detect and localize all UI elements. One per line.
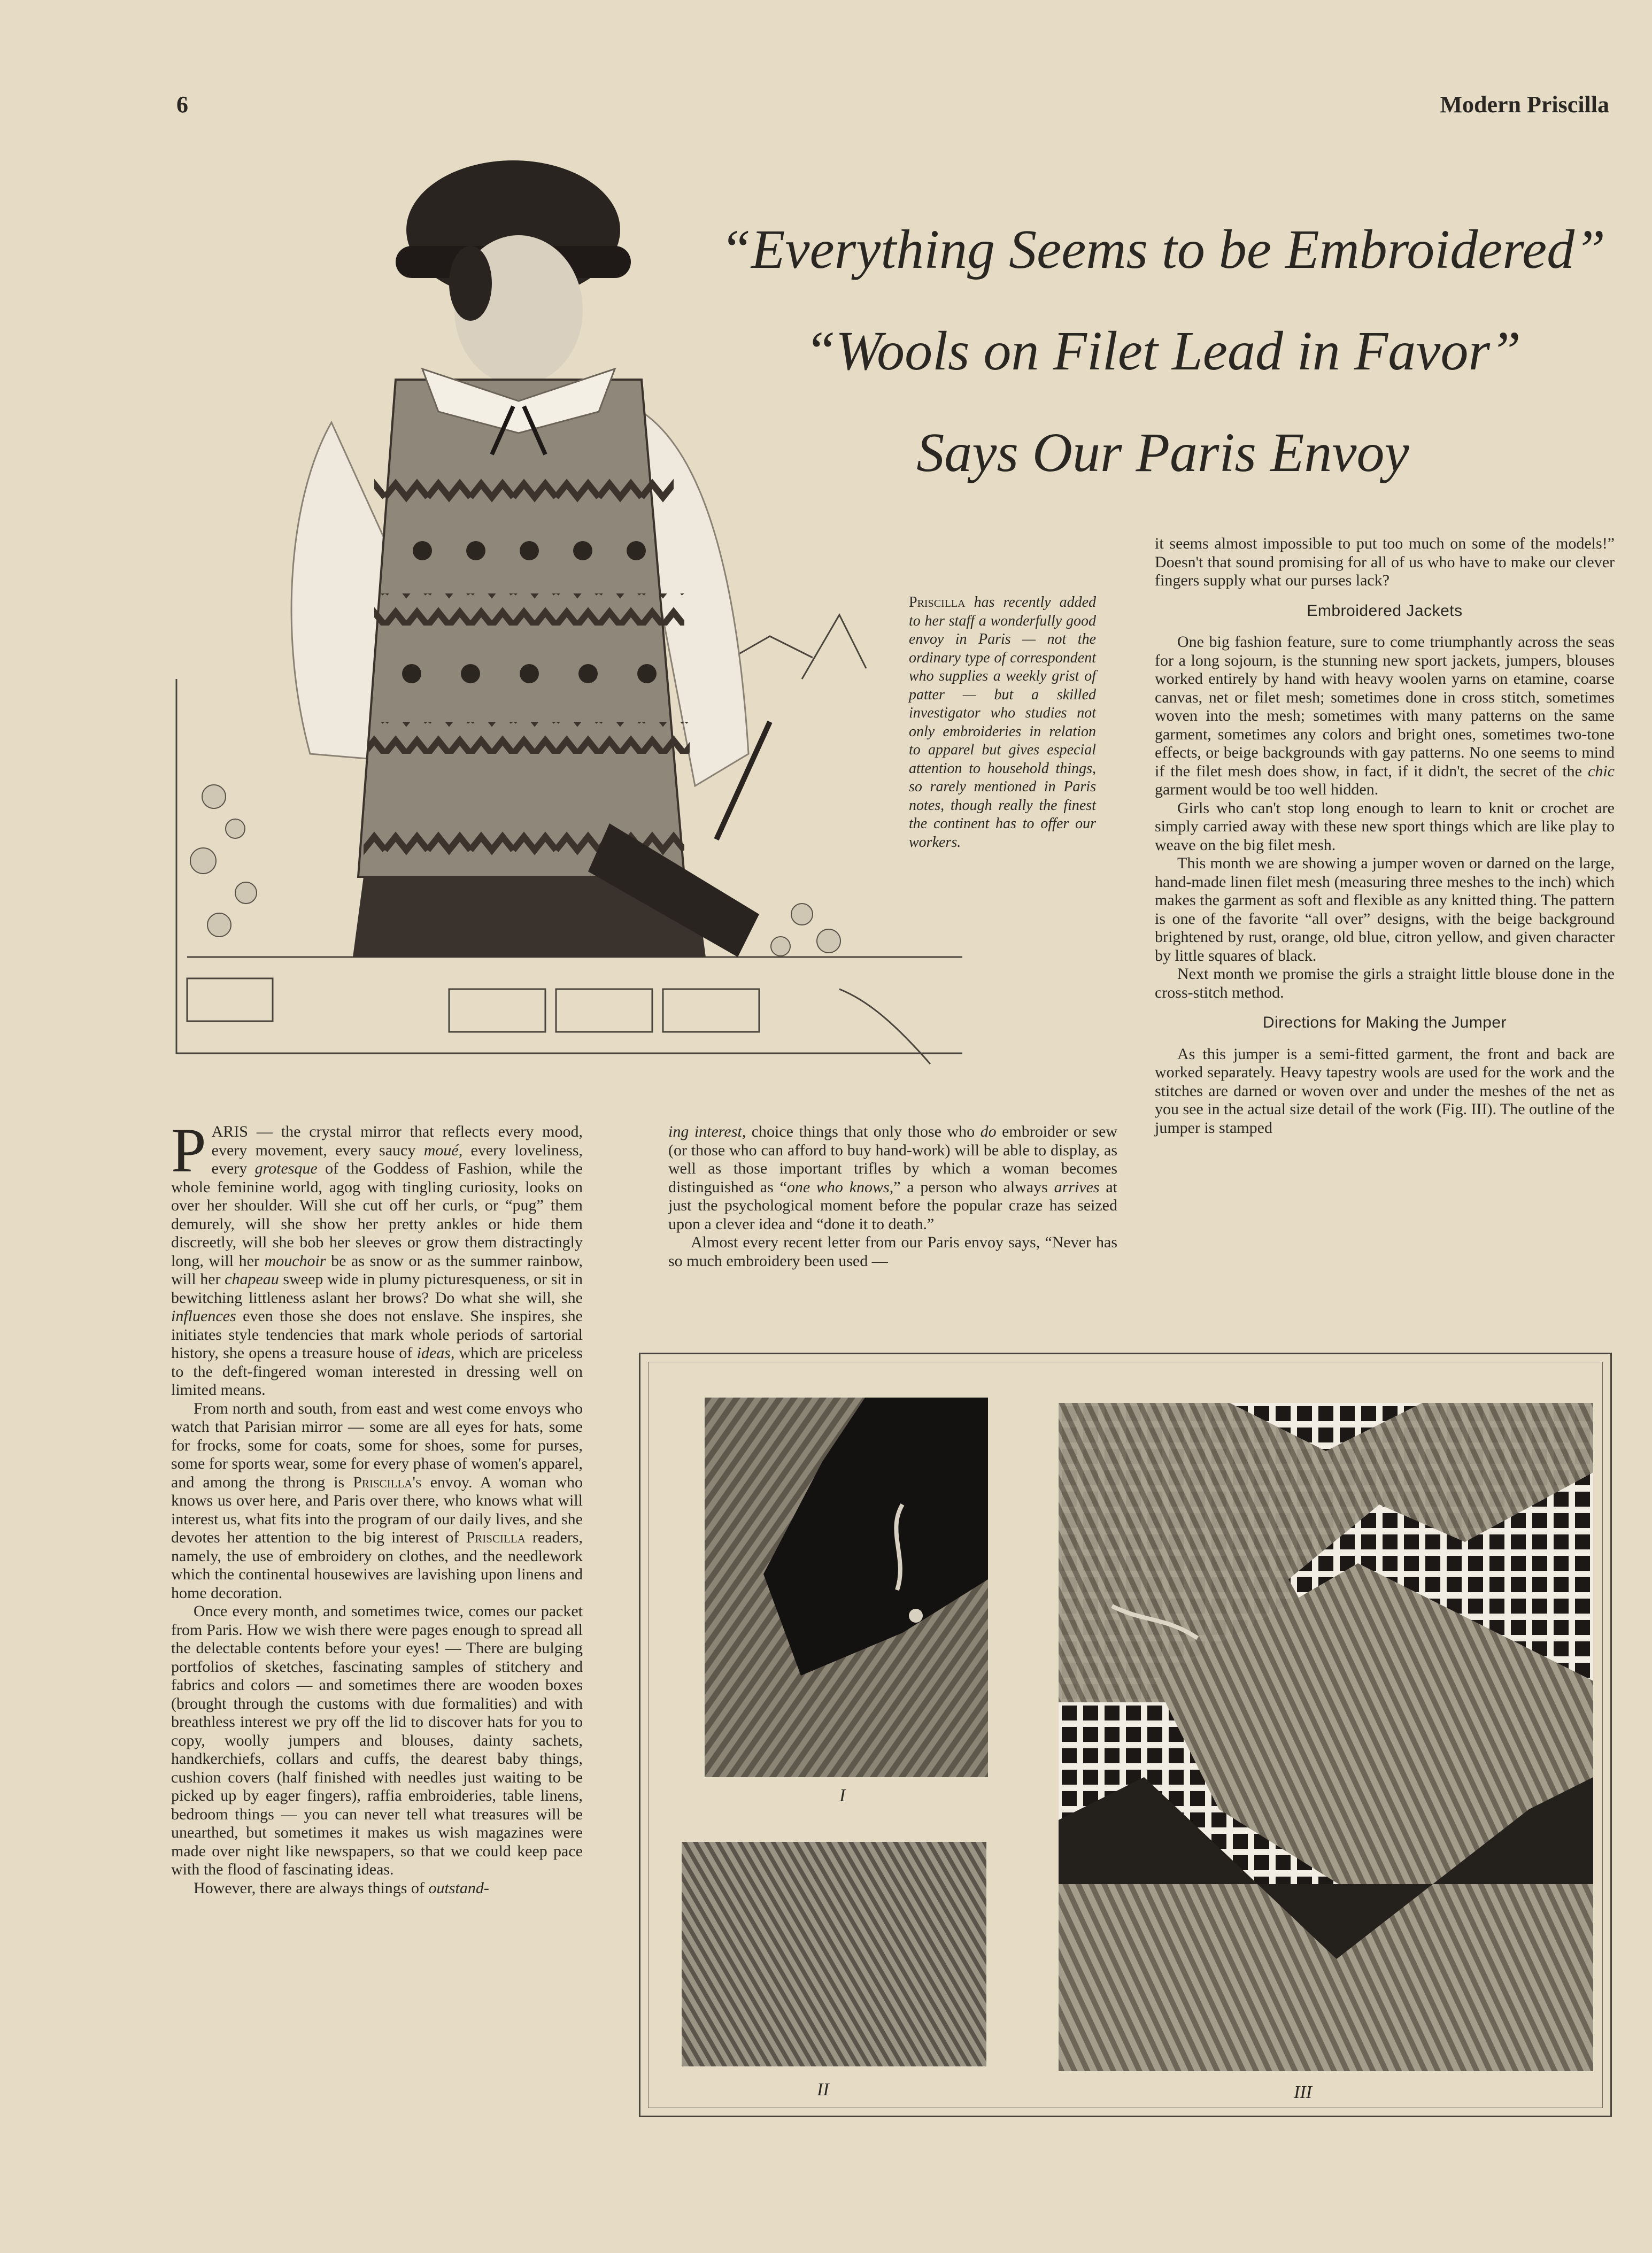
text: Priscilla's: [353, 1473, 422, 1491]
text: envoy. A woman who knows us over here, and Paris over there, who knows what will interest us, what fits into the program of our daily lives, and she devotes her attention to the big interest of: [171, 1473, 583, 1546]
col2-paragraph-2: Almost every recent letter from our Paris envoy says, “Never has so much embroidery been used —: [668, 1233, 1117, 1270]
text: ing interest,: [668, 1123, 746, 1140]
text: mouchoir: [264, 1252, 326, 1270]
text: at just the psychological moment before the popular craze has seized upon a clever idea and “done it to death.”: [668, 1178, 1118, 1233]
figure-1-caption: I: [839, 1786, 846, 1806]
article-column-2: [668, 1123, 1117, 1270]
headline-line-2: “Wools on Filet Lead in Favor”: [805, 320, 1521, 382]
col3-paragraph-3: Girls who can't stop long enough to learn to knit or crochet are simply carried away with these new sport things which are like play to weave on the big filet mesh.: [1155, 799, 1615, 854]
page-number: 6: [176, 91, 188, 118]
intro-lead: Priscilla: [909, 594, 966, 611]
text: ideas,: [416, 1344, 455, 1362]
text: garment would be too well hidden.: [1155, 781, 1379, 798]
text: even those she does not enslave. She inspires, she initiates style tendencies that mark whole periods of sartorial history, she opens a treasure house of: [171, 1307, 583, 1362]
col3-paragraph-2: [1155, 633, 1615, 799]
headline-line-1: “Everything Seems to be Embroidered”: [720, 219, 1605, 280]
col3-paragraph-6: As this jumper is a semi-fitted garment, the front and back are worked separately. Heavy tapestry wools are used for the work and the stitches are darned or woven over and under the meshes of the net as you see in the actual size detail of the work (Fig. III). The outline of the jumper is stamped: [1155, 1045, 1615, 1137]
subhead-directions: Directions for Making the Jumper: [1262, 1014, 1507, 1031]
text: ARIS — the crystal mirror that reflects every mood, every movement, every saucy: [211, 1123, 583, 1159]
magazine-name: Modern Priscilla: [1440, 91, 1609, 118]
figure-2-photo: [682, 1842, 986, 2066]
text: embroider or sew (or those who can afford to buy hand-work) will be able to display, as well as those important trifles by which a woman becomes distinguished as “: [668, 1123, 1117, 1196]
text: every loveliness, every: [211, 1141, 583, 1177]
col3-paragraph-1: it seems almost impossible to put too much on some of the models!” Doesn't that sound promising for all of us who have to make our clever fingers supply what our purses lack?: [1155, 535, 1615, 589]
col1-paragraph-2: [171, 1400, 583, 1603]
editor-intro: [909, 593, 1096, 852]
article-column-1: [171, 1115, 583, 1897]
text: chic: [1588, 762, 1615, 780]
text: one who knows,: [786, 1178, 894, 1196]
text: ” a person who always: [893, 1178, 1054, 1196]
figure-3-caption: III: [1294, 2082, 1312, 2102]
col3-paragraph-4: This month we are showing a jumper woven or darned on the large, hand-made linen filet mesh (measuring three meshes to the inch) which makes the garment as soft and flexible as any knitted thing. The pattern is one of the favorite “all over” designs, with the beige background brightened by rust, orange, old blue, citron yellow, and given character by little squares of black.: [1155, 854, 1615, 965]
text: Priscilla: [466, 1529, 526, 1546]
text: From north and south, from east and west come envoys who watch that Parisian mirror — some are all eyes for hats, some for frocks, some for coats, some for shoes, some for purses, some for sports wear, some for every phase of women's apparel, and among the throng is: [171, 1399, 583, 1491]
figure-1-photo: [705, 1398, 988, 1777]
text: be as snow or as the summer rainbow, will her: [171, 1252, 583, 1288]
text: influences: [171, 1307, 236, 1325]
text: sweep wide in plumy picturesqueness, or sit in bewitching littleness aslant her brows? Do what she will, she: [171, 1270, 583, 1307]
text: which are priceless to the deft-fingered woman interested in dressing well on limited means.: [171, 1344, 583, 1399]
col1-paragraph-1: [171, 1115, 583, 1400]
headline-line-3: Says Our Paris Envoy: [916, 422, 1409, 483]
intro-text: has recently added to her staff a wonderfully good envoy in Paris — not the ordinary type of correspondent who supplies a weekly grist of patter — but a skilled investigator who studies not only embroideries in relation to apparel but gives especial attention to household things, so rarely mentioned in Paris notes, though really the finest the continent has to offer our workers.: [909, 594, 1096, 851]
text: However, there are always things of: [194, 1879, 429, 1897]
text: do: [980, 1123, 997, 1140]
col2-paragraph-1: [668, 1123, 1117, 1233]
fashion-photo: [171, 155, 962, 1075]
text: outstand-: [428, 1879, 489, 1897]
drop-cap: P: [171, 1115, 206, 1185]
text: choice things that only those who: [746, 1123, 981, 1140]
text: moué,: [423, 1141, 463, 1159]
col1-paragraph-3: Once every month, and sometimes twice, comes our packet from Paris. How we wish there were pages enough to spread all the delectable contents before your eyes! — There are bulging portfolios of sketches, fascinating samples of stitchery and fabrics and colors — and sometimes there are wooden boxes (brought through the customs with due formalities) and with breathless interest we pry off the lid to discover hats for you to copy, woolly jumpers and blouses, dainty sachets, handkerchiefs, collars and cuffs, the dearest baby things, cushion covers (half finished with needles just waiting to be picked up by eager fingers), raffia embroideries, table linens, bedroom things — you can never tell what treasures will be unearthed, but sometimes it makes us wish magazines were made over night like newspapers, so that we could keep pace with the flood of fascinating ideas.: [171, 1602, 583, 1878]
text: arrives: [1054, 1178, 1100, 1196]
text: One big fashion feature, sure to come triumphantly across the seas for a long sojourn, is the stunning new sport jackets, jumpers, blouses worked entirely by hand with heavy woolen yarns on etamine, coarse canvas, net or filet mesh; sometimes done in cross stitch, sometimes woven into the mesh; sometimes with many patterns on the same garment, sometimes any colors and bright ones, sometimes two-tone effects, or beige backgrounds with gay patterns. No one seems to mind if the filet mesh does show, in fact, if it didn't, the secret of the: [1155, 633, 1615, 780]
figure-2-caption: II: [817, 2080, 829, 2100]
text: chapeau: [225, 1270, 279, 1288]
text: grotesque: [254, 1160, 318, 1177]
article-column-3: [1155, 535, 1615, 1137]
text: readers, namely, the use of embroidery on clothes, and the needlework which the continental housewives are lavishing upon linens and home decoration.: [171, 1529, 583, 1602]
figure-3-photo: [1059, 1403, 1593, 2071]
col3-paragraph-5: Next month we promise the girls a straight little blouse done in the cross-stitch method.: [1155, 965, 1615, 1001]
text: of the Goddess of Fashion, while the whole feminine world, agog with tingling curiosity, looks on over her shoulder. Will she cut off her curls, or “pug” them demurely, will she show her pretty ankles or hide them discreetly, will she bob her sleeves or grow them distractingly long, will her: [171, 1160, 583, 1270]
col1-paragraph-4: [171, 1879, 583, 1898]
subhead-embroidered-jackets: Embroidered Jackets: [1307, 601, 1463, 620]
